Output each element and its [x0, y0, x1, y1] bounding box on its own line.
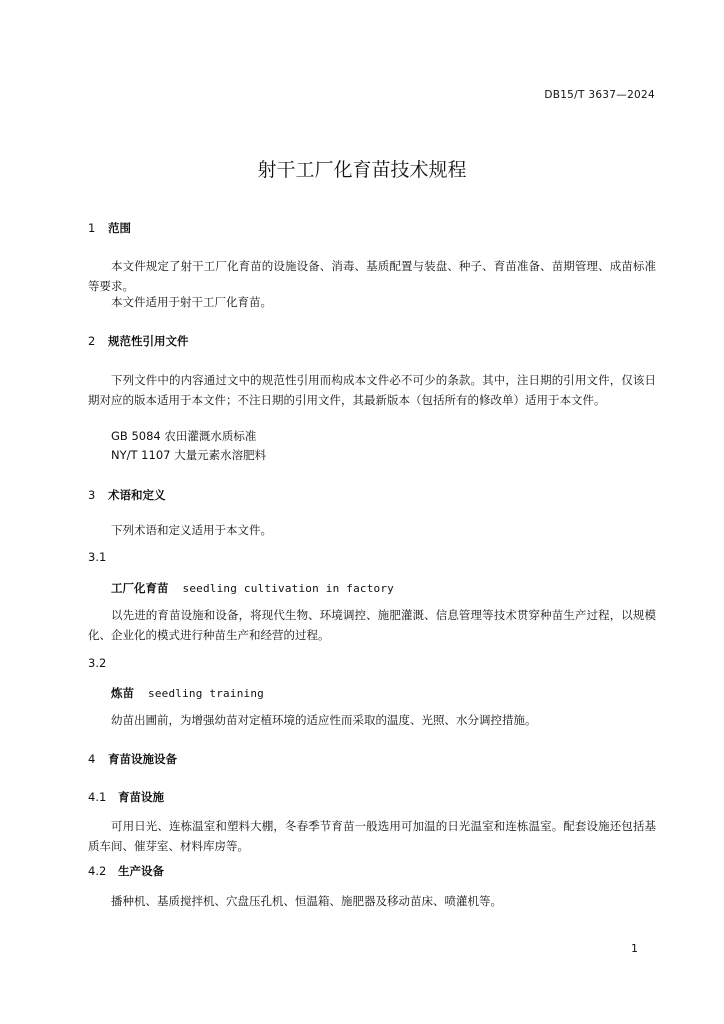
- section-1-heading: [88, 220, 131, 236]
- term-entry: [111, 685, 264, 701]
- subsection-4-1-heading: [88, 789, 164, 805]
- term-definition: 以先进的育苗设施和设备，将现代生物、环境调控、施肥灌溉、信息管理等技术贯穿种苗生产过程，以规模化、企业化的模式进行种苗生产和经营的过程。: [88, 608, 656, 642]
- subsection-4-1-paragraph: 可用日光、连栋温室和塑料大棚，冬春季节育苗一般选用可加温的日光温室和连栋温室。配套设施还包括基质车间、催芽室、材料库房等。: [88, 819, 656, 853]
- subsection-number: 4.1: [88, 790, 107, 804]
- reference-item: NY/T 1107 大量元素水溶肥料: [111, 448, 267, 462]
- section-number: 4: [88, 752, 96, 766]
- term-english: seedling training: [148, 687, 264, 700]
- section-2-paragraph-1: 下列文件中的内容通过文中的规范性引用而构成本文件必不可少的条款。其中，注日期的引用文件，仅该日期对应的版本适用于本文件；不注日期的引用文件，其最新版本（包括所有的修改单）适用于本文件。: [88, 373, 656, 407]
- section-number: 3: [88, 488, 96, 502]
- term-number: 3.1: [88, 550, 107, 564]
- term-entry: [111, 580, 394, 596]
- section-number: 2: [88, 334, 96, 348]
- subsection-4-2-heading: [88, 863, 164, 879]
- subsection-title: 生产设备: [118, 864, 164, 878]
- section-4-heading: [88, 751, 177, 767]
- subsection-number: 4.2: [88, 864, 107, 878]
- doc-code: DB15/T 3637—2024: [544, 89, 655, 101]
- section-3-paragraph-1: 下列术语和定义适用于本文件。: [111, 523, 272, 537]
- term-chinese: 炼苗: [111, 686, 134, 700]
- section-title: 规范性引用文件: [108, 334, 189, 348]
- section-3-heading: [88, 487, 166, 503]
- term-chinese: 工厂化育苗: [111, 581, 169, 595]
- section-title: 术语和定义: [108, 488, 166, 502]
- term-number: 3.2: [88, 656, 107, 670]
- page-title: 射干工厂化育苗技术规程: [257, 159, 467, 181]
- section-number: 1: [88, 221, 96, 235]
- page-number: 1: [631, 942, 638, 955]
- section-title: 范围: [108, 221, 131, 235]
- subsection-title: 育苗设施: [118, 790, 164, 804]
- term-english: seedling cultivation in factory: [182, 582, 394, 595]
- reference-item: GB 5084 农田灌溉水质标准: [111, 429, 257, 443]
- subsection-4-2-paragraph: 播种机、基质搅拌机、穴盘压孔机、恒温箱、施肥器及移动苗床、喷灌机等。: [111, 894, 502, 908]
- section-1-paragraph-2: 本文件适用于射干工厂化育苗。: [111, 295, 272, 309]
- term-definition: 幼苗出圃前，为增强幼苗对定植环境的适应性而采取的温度、光照、水分调控措施。: [111, 713, 537, 727]
- section-2-heading: [88, 333, 189, 349]
- section-title: 育苗设施设备: [108, 752, 177, 766]
- section-1-paragraph-1: 本文件规定了射干工厂化育苗的设施设备、消毒、基质配置与装盘、种子、育苗准备、苗期管理、成苗标准等要求。: [88, 259, 656, 293]
